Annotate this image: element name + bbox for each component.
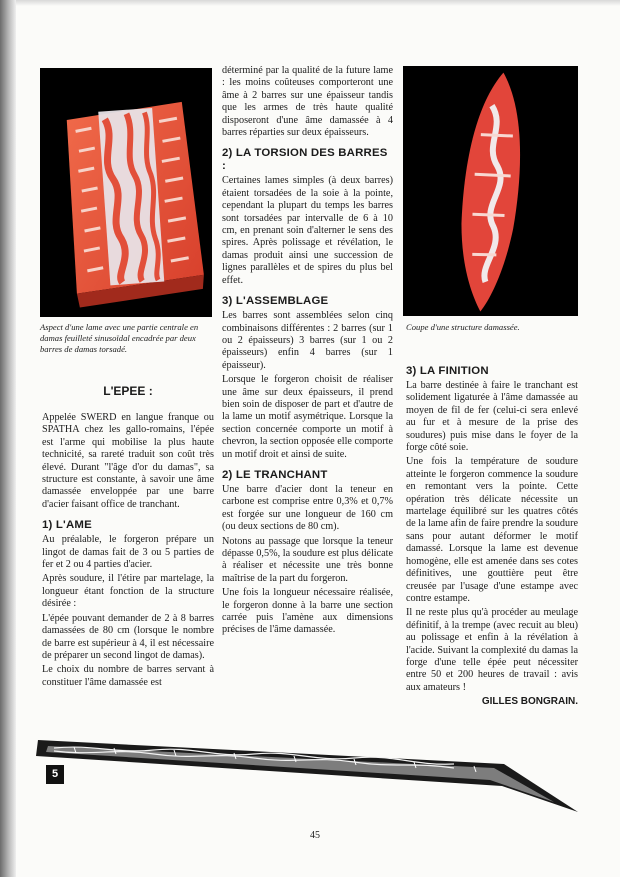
paragraph: déterminé par la qualité de la future lame : les moins coûteuses comporteront une âme à 2 barres sur une épaisseur tandis que les armes de très haute qualité disposeront d'une âme damassée à 4 barres réparties sur deux épaisseurs. [222,65,393,139]
heading-tranchant: 2) LE TRANCHANT [222,468,328,481]
paragraph: Notons au passage que lorsque la teneur dépasse 0,5%, la soudure est plus délicate à réaliser et nécessite une très bonne maîtrise de la part du forgeron. [222,535,393,584]
heading-ame: 1) L'AME [42,519,92,532]
paragraph: Une fois la température de soudure atteinte le forgeron commence la soudure en remontant vers la pointe. Cette opération très délicate nécessite un martelage équilibré sur les quatres côtés de la lame afin de faire prendre la soudure sans pour autant déformer le motif damassé. Lorsque la lame est devenue homogène, elle est amenée dans ses cotes définitives, une gouttière peut être creusée par l'usage d'une estampe avec contre estampe. [406,456,578,604]
column-3 [406,365,578,709]
caption-photo-right: Coupe d'une structure damassée. [406,322,520,332]
sword-illustration [34,726,582,816]
paragraph: La barre destinée à faire le tranchant est solidement ligaturée à l'âme damassée au moyen de fil de fer (celui-ci sera enlevé au fur et à mesure de la prise des soudures) puis mise dans le foyer de la forge côté soie. [406,380,578,454]
photo-blade-damascus [40,68,212,317]
paragraph: Au préalable, le forgeron prépare un lingot de damas fait de 3 ou 5 parties de fer et 2 ou 4 parties d'acier. [42,534,214,571]
heading-assemblage: 3) L'ASSEMBLAGE [222,295,329,308]
column-1 [42,412,214,691]
heading-finition: 3) LA FINITION [406,365,489,377]
page-number: 45 [310,830,320,841]
caption-photo-left: Aspect d'une lame avec une partie centrale en damas feuilleté sinusoïdal encadrée par deux barres de damas torsadé. [40,322,199,354]
paragraph: Une barre d'acier dont la teneur en carbone est comprise entre 0,3% et 0,7% est forgée sur une longueur de 160 cm (ou deux sections de 80 cm). [222,483,393,533]
paragraph: Une fois la longueur nécessaire réalisée, le forgeron donne à la barre une section carrée puis l'amène aux dimensions précises de l'âme damassée. [222,587,393,636]
column-2 [222,65,393,639]
paragraph: Après soudure, il l'étire par martelage, la longueur étant fonction de la structure désirée : [42,573,214,610]
page-top-shadow [16,0,620,6]
paragraph: Certaines lames simples (à deux barres) étaient torsadées de la soie à la pointe, cependant la plupart du temps les barres sont torsadées par intervalle de 6 à 10 cm, en prenant soin d'alterner le sens des spires. Après polissage et révélation, le damas produit ainsi une succession de lignes parallèles et de spires du plus bel effet. [222,175,393,286]
paragraph: Le choix du nombre de barres servant à constituer l'âme damassée est [42,664,214,688]
section-badge: 5 [46,765,64,784]
section-title: L'EPEE : [103,384,153,398]
paragraph: Il ne reste plus qu'à procéder au meulage définitif, à la trempe (avec recuit au bleu) au polissage et enfin à la révélation à l'acide. Suivant la complexité du damas la forge d'une telle épée peut nécessiter entre 50 et 200 heures de travail : avis aux amateurs ! [406,607,578,693]
photo-blade-section [403,66,578,316]
author-signature: GILLES BONGRAIN. [481,696,578,708]
book-binding-shadow [0,0,16,877]
paragraph: Lorsque le forgeron choisit de réaliser une âme sur deux épaisseurs, il prend bien soin de disposer de part et d'autre de la lame un motif asymétrique. Lorsque la section concernée comporte un motif à chevron, la section opposée elle comporte un motif droit et ainsi de suite. [222,374,393,460]
paragraph: L'épée pouvant demander de 2 à 8 barres damassées de 80 cm (lorsque le nombre de barre est supérieur à 4, il est nécessaire de préparer un second lingot de damas). [42,612,214,661]
heading-torsion: 2) LA TORSION DES BARRES : [222,147,388,173]
paragraph: Les barres sont assemblées selon cinq combinaisons différentes : 2 barres (sur 1 ou 2 épaisseurs) 3 barres (sur 1 ou 2 épaisseurs) enfin 4 barres (sur 1 épaisseur). [222,310,393,371]
paragraph-intro: Appelée SWERD en langue franque ou SPATHA chez les gallo-romains, l'épée est l'arme qui mobilise la plus haute technicité, sa rareté traduit son coût très élevé. Durant "l'âge d'or du damas", sa structure est constante, à savoir une âme damassée enveloppée par une barre d'acier faisant office de tranchant. [42,412,214,510]
